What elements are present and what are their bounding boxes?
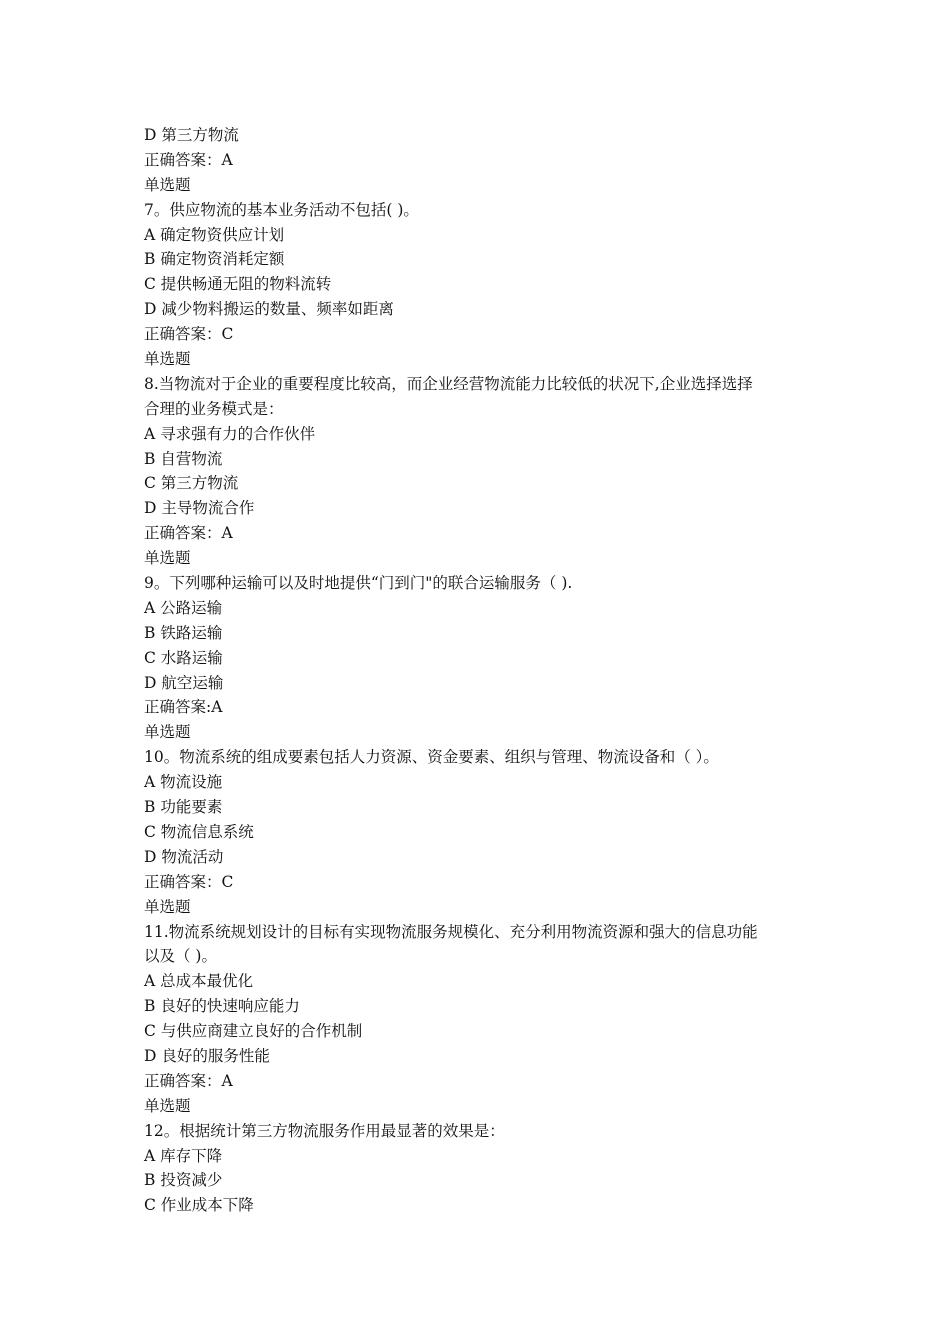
question-type-q12: 单选题	[144, 1096, 191, 1115]
document-body	[144, 123, 814, 1218]
question-type-q9: 单选题	[144, 549, 191, 568]
option-c-q7: C 提供畅通无阻的物料流转	[144, 275, 332, 294]
option-d-q7: D 减少物料搬运的数量、频率如距离	[144, 300, 394, 319]
option-b-q12: B 投资减少	[144, 1171, 223, 1190]
option-c-q11: C 与供应商建立良好的合作机制	[144, 1022, 363, 1041]
answer-q6: 正确答案：A	[144, 150, 233, 169]
option-d-q11: D 良好的服务性能	[144, 1046, 270, 1065]
question-type-q10: 单选题	[144, 723, 191, 742]
question-8-text: 8.当物流对于企业的重要程度比较高，而企业经营物流能力比较低的状况下,企业选择选择	[144, 374, 753, 393]
option-a-q8: A 寻求强有力的合作伙伴	[144, 424, 316, 443]
option-d-q8: D 主导物流合作	[144, 499, 255, 518]
option-a-q10: A 物流设施	[144, 773, 223, 792]
question-10-text: 10。物流系统的组成要素包括人力资源、资金要素、组织与管理、物流设备和（ ）。	[144, 748, 719, 767]
question-type-q11: 单选题	[144, 897, 191, 916]
question-9-text: 9。下列哪种运输可以及时地提供“门到门"的联合运输服务（ ).	[144, 574, 573, 593]
option-c-q9: C 水路运输	[144, 648, 223, 667]
option-d-q9: D 航空运输	[144, 673, 224, 692]
question-11-text-cont: 以及（ )。	[144, 947, 217, 966]
question-12-text: 12。根据统计第三方物流服务作用最显著的效果是：	[144, 1121, 505, 1140]
option-b-q7: B 确定物资消耗定额	[144, 250, 285, 269]
option-b-q8: B 自营物流	[144, 449, 223, 468]
question-type-q8: 单选题	[144, 350, 191, 369]
option-c-q8: C 第三方物流	[144, 474, 239, 493]
option-a-q7: A 确定物资供应计划	[144, 225, 285, 244]
option-d-q10: D 物流活动	[144, 847, 224, 866]
option-c-q12: C 作业成本下降	[144, 1196, 254, 1215]
answer-q10: 正确答案：C	[144, 872, 234, 891]
option-a-q9: A 公路运输	[144, 598, 223, 617]
answer-q7: 正确答案：C	[144, 325, 234, 344]
option-d-q6: D 第三方物流	[144, 126, 239, 144]
answer-q8: 正确答案：A	[144, 524, 233, 543]
question-8-text-cont: 合理的业务模式是：	[144, 399, 284, 418]
option-b-q10: B 功能要素	[144, 798, 223, 817]
option-a-q12: A 库存下降	[144, 1146, 223, 1165]
answer-q9: 正确答案:A	[144, 698, 223, 717]
question-11-text: 11.物流系统规划设计的目标有实现物流服务规模化、充分利用物流资源和强大的信息功能	[144, 922, 758, 941]
option-b-q11: B 良好的快速响应能力	[144, 997, 300, 1016]
answer-q11: 正确答案：A	[144, 1071, 233, 1090]
option-a-q11: A 总成本最优化	[144, 972, 254, 991]
question-type-q7: 单选题	[144, 175, 191, 194]
question-7-text: 7。供应物流的基本业务活动不包括( )。	[144, 200, 419, 219]
option-b-q9: B 铁路运输	[144, 623, 223, 642]
option-c-q10: C 物流信息系统	[144, 822, 254, 841]
